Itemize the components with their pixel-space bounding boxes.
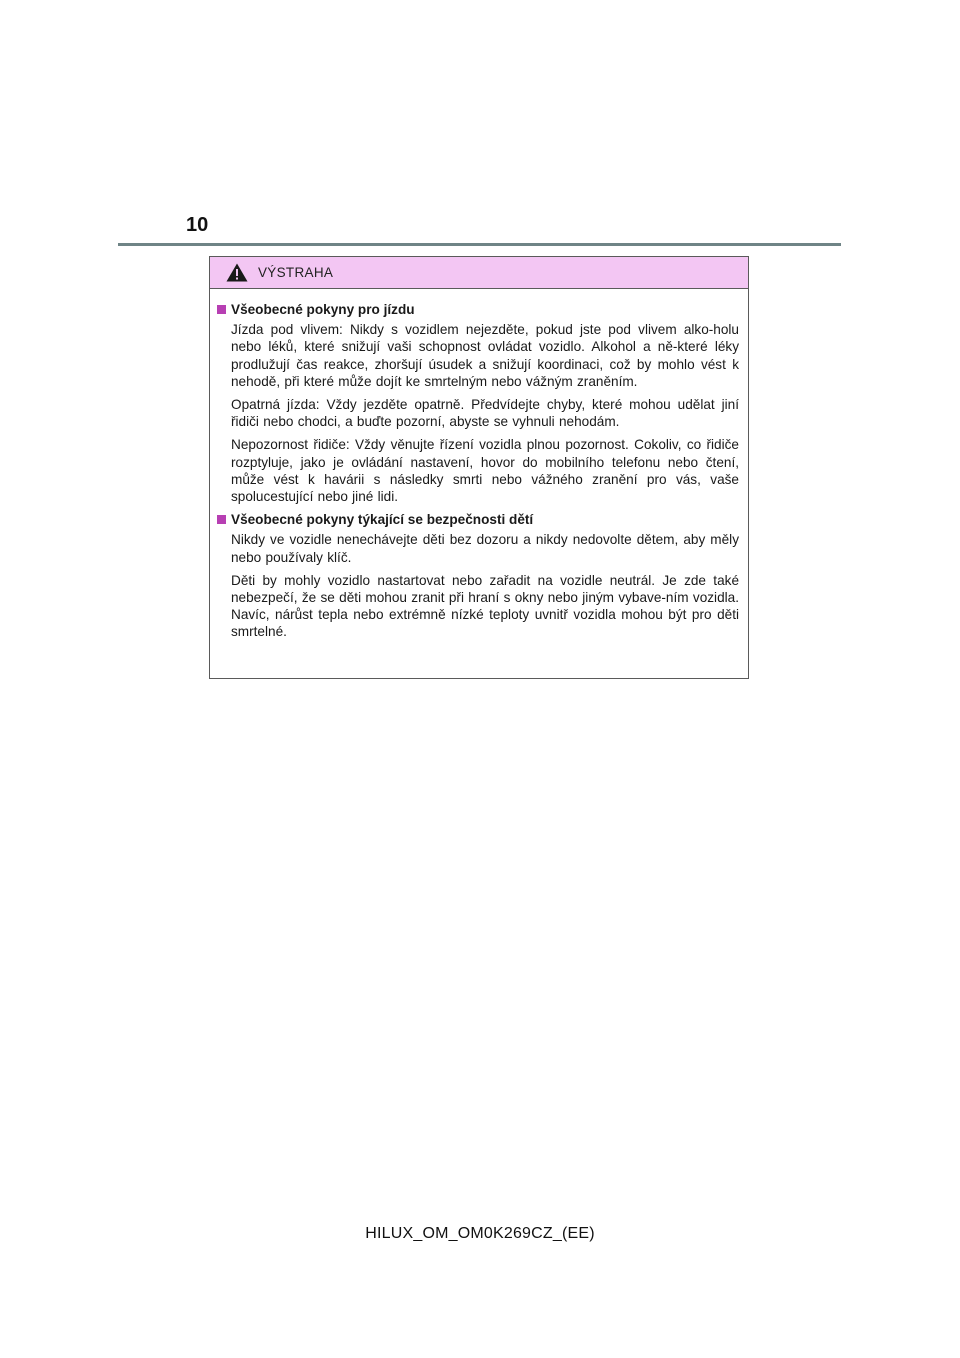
warning-section [217,301,739,505]
page-number: 10 [186,214,209,236]
square-bullet-icon [217,515,226,524]
square-bullet-icon [217,305,226,314]
section-heading-text: Všeobecné pokyny týkající se bezpečnosti dětí [231,512,534,528]
paragraph: Nikdy ve vozidle nenechávejte děti bez dozoru a nikdy nedovolte dětem, aby měly nebo používaly klíč. [231,532,739,565]
warning-section [217,511,739,640]
warning-triangle-icon [226,263,248,282]
document-code: HILUX_OM_OM0K269CZ_(EE) [365,1225,595,1242]
section-heading [217,301,739,318]
warning-header [210,257,748,289]
warning-box [209,256,749,679]
section-heading [217,511,739,528]
section-heading-text: Všeobecné pokyny pro jízdu [231,302,415,317]
warning-body [210,289,748,641]
paragraph: Děti by mohly vozidlo nastartovat nebo zařadit na vozidle neutrál. Je zde také nebezpečí, že se děti mohou zranit při hraní s okny nebo jiným vybave-ním vozidla. Navíc, nárůst tepla nebo extrémně nízké teploty uvnitř vozidla mohou být pro děti smrtelné. [231,572,739,640]
paragraph: Opatrná jízda: Vždy jezděte opatrně. Předvídejte chyby, které mohou udělat jiní řidiči nebo chodci, a buďte pozorní, abyste se vyhnuli nehodám. [231,397,739,430]
warning-title: VÝSTRAHA [258,265,334,280]
paragraph: Nepozornost řidiče: Vždy věnujte řízení vozidla plnou pozornost. Cokoliv, co řidiče rozptyluje, jako je ovládání nastavení, hovor do mobilního telefonu nebo čtení, může vést k havárii s následky smrti nebo vážného zranění pro vás, vaše spolucestující nebo jiné lidi. [231,437,739,505]
paragraph: Jízda pod vlivem: Nikdy s vozidlem nejezděte, pokud jste pod vlivem alko-holu nebo léků, které snižují vaši schopnost ovládat vozidlo. Alkohol a ně-které léky prodlužují čas reakce, zhoršují úsudek a snižují koordinaci, což by mohlo vést k nehodě, při které může dojít ke smrtelným nebo vážným zraněním. [231,322,739,389]
header-rule [118,243,841,246]
